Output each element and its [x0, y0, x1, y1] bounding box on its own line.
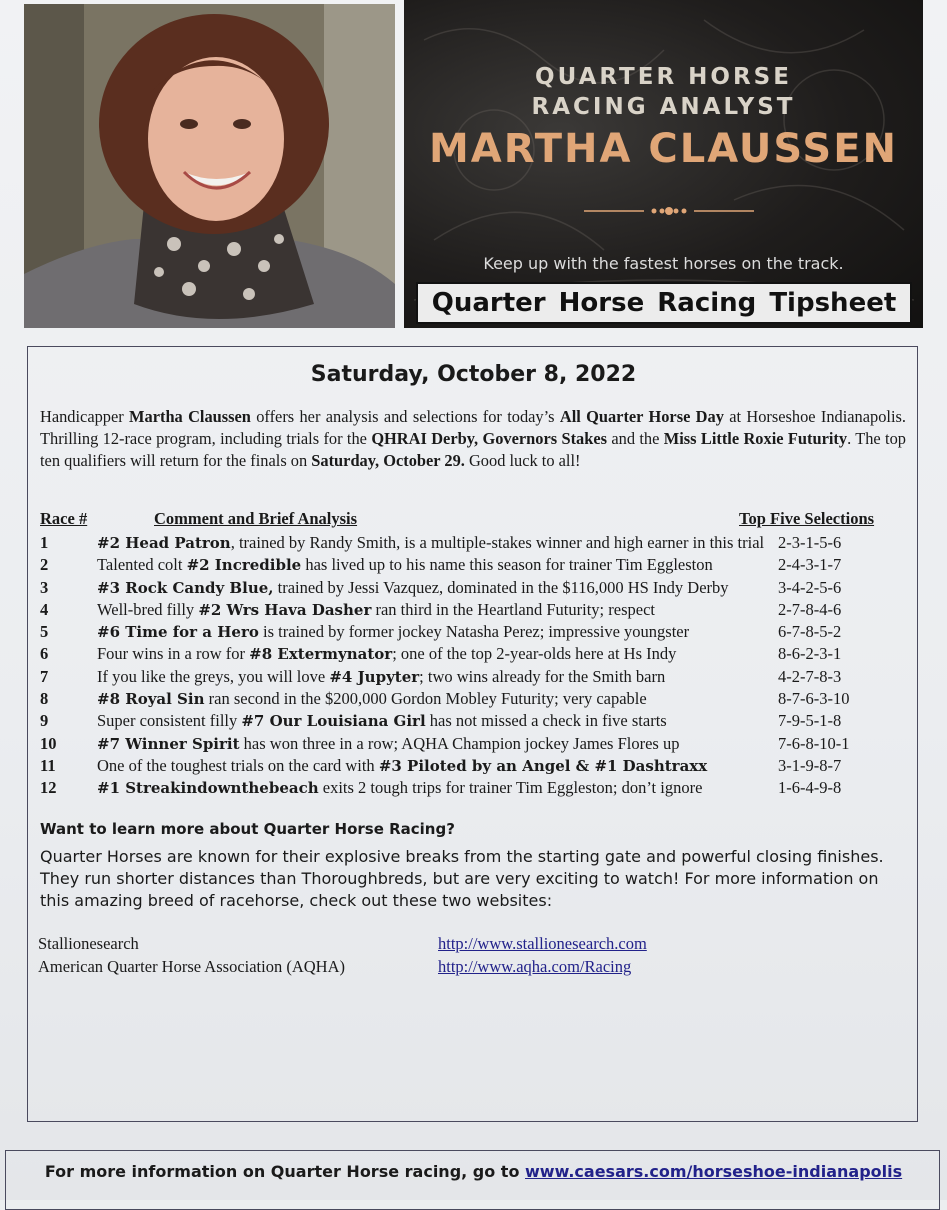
learn-body: Quarter Horses are known for their explosive breaks from the starting gate and powerful closing finishes. They run shorter distances than Thoroughbreds, but are very exciting to watch! For more information on this amazing breed of racehorse, check out these two websites: — [40, 847, 884, 910]
kicker-line-1: QUARTER HORSE — [535, 64, 792, 90]
col-selections-header: Top Five Selections — [739, 509, 875, 528]
race-comment — [97, 577, 729, 599]
top-five-selections: 8-7-6-3-10 — [778, 689, 850, 709]
top-five-selections: 8-6-2-3-1 — [778, 644, 842, 664]
intro-bold: Miss Little Roxie Futurity — [663, 429, 848, 448]
race-comment — [97, 733, 679, 755]
race-number: 1 — [40, 533, 49, 552]
horse-name: #6 Time for a Hero — [97, 623, 259, 642]
race-number: 3 — [40, 577, 49, 597]
comment-post: exits 2 tough trips for trainer Tim Eggleston; don’t ignore — [318, 778, 703, 798]
comment-pre: Super consistent filly — [97, 711, 242, 731]
link-label: American Quarter Horse Association (AQHA) — [38, 957, 345, 976]
horse-name: #2 Head Patron — [97, 534, 231, 552]
race-number: 11 — [40, 755, 56, 775]
race-comment — [97, 688, 647, 710]
horse-name: #7 Winner Spirit — [97, 734, 240, 753]
horse-name: #7 Our Louisiana Girl — [241, 712, 426, 731]
race-number: 10 — [40, 733, 57, 753]
link-row — [38, 932, 898, 955]
intro-text: and the — [607, 429, 664, 448]
race-comment — [97, 532, 764, 554]
comment-post: ran second in the $200,000 Gordon Mobley Futurity; very capable — [204, 689, 647, 709]
analyst-name: MARTHA CLAUSSEN — [428, 126, 899, 172]
race-comment — [97, 554, 713, 576]
intro-bold: QHRAI Derby, Governors Stakes — [371, 429, 607, 448]
race-number: 2 — [40, 555, 49, 575]
table-row — [40, 532, 902, 554]
comment-post: ; one of the top 2-year-olds here at Hs Indy — [392, 644, 677, 664]
race-date: Saturday, October 8, 2022 — [310, 362, 637, 387]
top-five-selections: 4-2-7-8-3 — [778, 666, 842, 686]
top-five-selections: 3-1-9-8-7 — [778, 755, 842, 775]
table-row — [40, 621, 902, 643]
selections-table — [40, 532, 902, 800]
top-five-selections: 6-7-8-5-2 — [778, 622, 842, 642]
top-five-selections: 7-9-5-1-8 — [778, 711, 842, 731]
col-comment-header: Comment and Brief Analysis — [154, 509, 358, 528]
intro-bold: Martha Claussen — [129, 407, 251, 426]
col-race-header: Race # — [40, 509, 88, 528]
intro-bold: All Quarter Horse Day — [559, 407, 724, 426]
horse-name: #3 Piloted by an Angel & #1 Dashtraxx — [378, 756, 708, 775]
race-number: 12 — [40, 778, 57, 798]
race-number: 7 — [40, 666, 49, 686]
comment-post: trained by Jessi Vazquez, dominated in the $116,000 HS Indy Derby — [273, 577, 729, 597]
comment-post: ran third in the Heartland Futurity; respect — [371, 599, 655, 619]
tipsheet-title: Quarter Horse Racing Tipsheet — [416, 282, 912, 324]
comment-pre: Four wins in a row for — [97, 644, 250, 664]
link-label: Stallionesearch — [38, 934, 139, 953]
learn-heading: Want to learn more about Quarter Horse Racing? — [40, 820, 455, 838]
race-comment — [97, 666, 665, 688]
footer-label: For more information on Quarter Horse racing, go to — [44, 1162, 526, 1181]
race-number: 8 — [40, 689, 49, 709]
race-comment — [97, 777, 702, 799]
horse-name: #1 Streakindownthebeach — [97, 779, 319, 798]
analyst-kicker — [404, 62, 923, 122]
footer — [0, 1146, 947, 1200]
link-row — [38, 955, 898, 978]
horse-name: #3 Rock Candy Blue, — [97, 578, 274, 597]
top-five-selections: 2-7-8-4-6 — [778, 599, 842, 619]
intro-text: offers her analysis and selections for today’s — [250, 407, 560, 426]
top-five-selections: 1-6-4-9-8 — [778, 778, 842, 798]
table-row — [40, 599, 902, 621]
race-number: 4 — [40, 599, 49, 619]
top-five-selections: 2-3-1-5-6 — [778, 533, 842, 552]
comment-pre: Well-bred filly — [97, 599, 199, 619]
top-five-selections: 2-4-3-1-7 — [778, 555, 842, 575]
comment-post: , trained by Randy Smith, is a multiple-stakes winner and high earner in this trial — [230, 533, 765, 552]
table-row — [40, 577, 902, 599]
table-row — [40, 554, 902, 576]
table-row — [40, 755, 902, 777]
comment-post: is trained by former jockey Natasha Perez; impressive youngster — [258, 622, 690, 642]
table-row — [40, 666, 902, 688]
aqha-link[interactable]: http://www.aqha.com/Racing — [438, 957, 632, 976]
kicker-line-2: RACING ANALYST — [531, 94, 796, 120]
selections-table-header — [40, 509, 902, 531]
table-row — [40, 688, 902, 710]
portrait-photo-icon — [24, 4, 395, 328]
comment-post: has won three in a row; AQHA Champion jockey James Flores up — [239, 733, 680, 753]
table-row — [40, 733, 902, 755]
table-row — [40, 710, 902, 732]
intro-paragraph — [40, 406, 906, 472]
website-links — [38, 932, 898, 978]
race-comment — [97, 710, 667, 732]
comment-pre: One of the toughest trials on the card with — [97, 755, 379, 775]
horse-name: #8 Royal Sin — [97, 690, 205, 709]
top-five-selections: 3-4-2-5-6 — [778, 577, 842, 597]
intro-text: Handicapper — [40, 407, 130, 426]
intro-bold: Saturday, October 29. — [311, 451, 465, 470]
ornament-divider-icon — [584, 205, 754, 217]
race-comment — [97, 755, 707, 777]
top-five-selections: 7-6-8-10-1 — [778, 733, 850, 753]
footer-text — [0, 1162, 947, 1181]
intro-text: Good luck to all! — [464, 451, 581, 470]
analyst-photo — [24, 4, 395, 328]
race-comment — [97, 643, 676, 665]
horse-name: #2 Wrs Hava Dasher — [198, 600, 372, 619]
caesars-link[interactable]: www.caesars.com/horseshoe-indianapolis — [525, 1162, 903, 1181]
table-row — [40, 643, 902, 665]
race-comment — [97, 599, 655, 621]
horse-name: #8 Extermynator — [249, 645, 393, 664]
comment-pre: If you like the greys, you will love — [97, 666, 330, 686]
intro-text: . The top ten qualifiers will return for the finals on — [40, 429, 906, 470]
race-number: 9 — [40, 711, 49, 731]
banner-tagline: Keep up with the fastest horses on the track. — [483, 254, 844, 273]
analyst-banner — [404, 0, 923, 328]
intro-text: at Horseshoe Indianapolis. Thrilling 12-race program, including trials for the — [40, 407, 906, 448]
comment-pre: Talented colt — [97, 555, 187, 575]
comment-post: has lived up to his name this season for trainer Tim Eggleston — [301, 555, 713, 575]
comment-post: ; two wins already for the Smith barn — [419, 666, 666, 686]
horse-name: #4 Jupyter — [329, 667, 420, 686]
table-row — [40, 777, 902, 799]
comment-post: has not missed a check in five starts — [425, 711, 667, 731]
horse-name: #2 Incredible — [186, 556, 302, 575]
race-number: 5 — [40, 622, 49, 642]
race-comment — [97, 621, 689, 643]
race-number: 6 — [40, 644, 49, 664]
stallionesearch-link[interactable]: http://www.stallionesearch.com — [438, 934, 647, 953]
